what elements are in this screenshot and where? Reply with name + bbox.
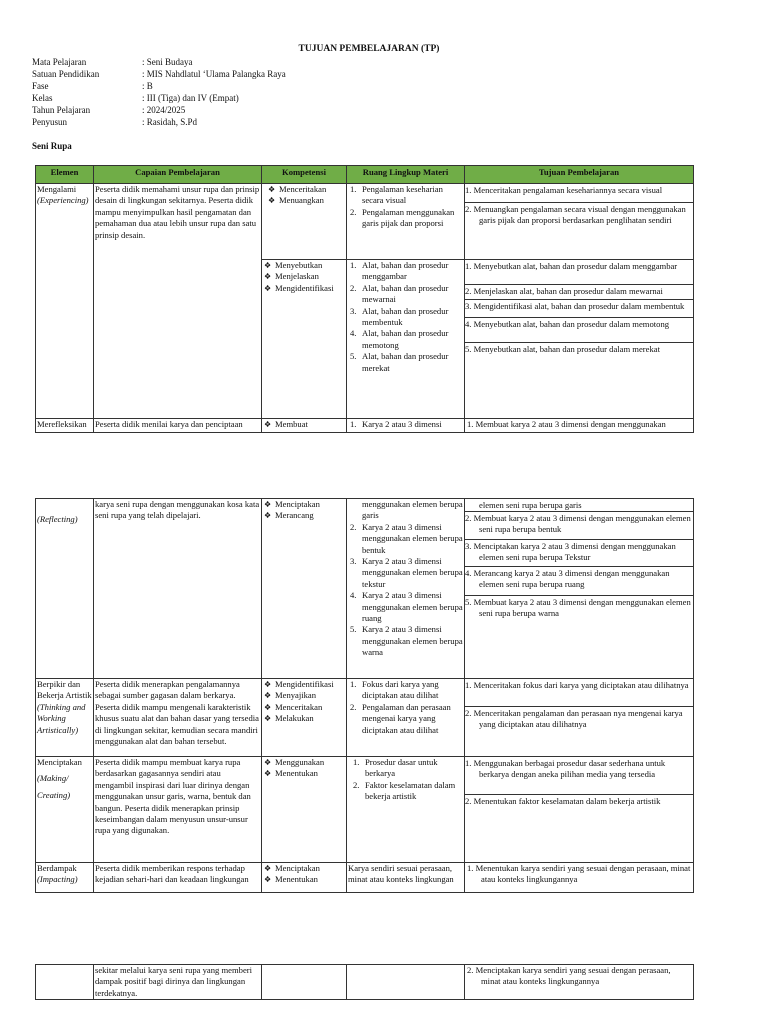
list-item: ❖ Mengidentifikasi (263, 283, 345, 294)
list-item: ❖ Menciptakan (263, 863, 345, 874)
cell-tujuan (465, 499, 694, 679)
cell-ruang-lingkup (347, 260, 465, 419)
list-item: 5. Alat, bahan dan prosedur merekat (350, 351, 449, 373)
meta-label: Satuan Pendidikan (32, 68, 100, 79)
element-name-en: (Reflecting) (37, 514, 78, 524)
header-ruang-lingkup: Ruang Lingkup Materi (347, 166, 465, 184)
meta-row (32, 69, 286, 81)
objective-item: 1. Menceritakan pengalaman kesehariannya secara visual (465, 184, 694, 203)
meta-row (32, 57, 286, 69)
element-name-en: Creating) (37, 789, 71, 800)
learning-objectives-table-part1 (35, 165, 694, 433)
objective-item: 5. Membuat karya 2 atau 3 dimensi dengan menggunakan elemen seni rupa berupa warna (465, 597, 691, 619)
cell-ruang-lingkup (347, 679, 465, 757)
list-item: 4. Karya 2 atau 3 dimensi menggunakan elemen berupa ruang (350, 590, 463, 624)
meta-label: Mata Pelajaran (32, 57, 87, 67)
cell-capaian: Peserta didik menerapkan pengalamannya sebagai sumber gagasan dalam berkarya. Peserta didik mampu mengenali karakteristik khusus suatu alat dan bahan dasar yang tersedia di lingkungan sekitar, kemudian secara mandiri menggunakan alat dan bahan tersebut. (94, 679, 262, 757)
list-item: 2. Karya 2 atau 3 dimensi menggunakan elemen berupa bentuk (350, 521, 463, 555)
meta-value: : 2024/2025 (142, 104, 186, 115)
meta-row (32, 117, 286, 129)
list-item: 3. Alat, bahan dan prosedur membentuk (350, 305, 449, 328)
objective-item: 4. Menyebutkan alat, bahan dan prosedur dalam memotong (465, 318, 694, 343)
header-capaian: Capaian Pembelajaran (94, 166, 262, 184)
list-item: 2. Pengalaman dan perasaan mengenai karya yang diciptakan atau dilihat (350, 701, 451, 735)
list-item: ❖ Menciptakan (263, 499, 345, 510)
section-heading: Seni Rupa (32, 141, 72, 151)
meta-value: : B (142, 80, 153, 91)
list-item: ❖ Mengidentifikasi (263, 679, 345, 690)
objective-item: 5. Menyebutkan alat, bahan dan prosedur dalam merekat (465, 344, 660, 354)
meta-label: Penyusun (32, 116, 68, 127)
table-row (36, 499, 694, 679)
cell-tujuan (465, 965, 694, 1000)
cell-kompetensi (262, 679, 347, 757)
meta-label: Kelas (32, 92, 53, 103)
objective-item-continued: elemen seni rupa berupa garis (465, 499, 694, 512)
list-item: ❖ Menggunakan (263, 757, 345, 768)
objective-item: 3. Mengidentifikasi alat, bahan dan prosedur dalam membentuk (465, 300, 694, 318)
header-tujuan: Tujuan Pembelajaran (465, 166, 694, 184)
cell-tujuan (465, 419, 694, 433)
meta-value: : III (Tiga) dan IV (Empat) (142, 92, 239, 103)
cell-tujuan (465, 757, 694, 863)
objective-item: 1. Menggunakan berbagai prosedur dasar sederhana untuk berkarya dengan aneka pilihan media yang tersedia (465, 757, 694, 795)
objective-item: 2. Menceritakan pengalaman dan perasaan nya mengenai karya yang diciptakan atau dilihatnya (465, 708, 683, 730)
table-row (36, 184, 694, 260)
element-name: Berdampak (37, 863, 77, 873)
cell-kompetensi (262, 757, 347, 863)
table-row (36, 679, 694, 757)
cell-ruang-lingkup (347, 965, 465, 1000)
objective-item: 2. Menuangkan pengalaman secara visual dengan menggunakan garis pijak dan proporsi berdasarkan penglihatan sendiri (465, 204, 686, 226)
table-header-row (36, 166, 694, 184)
element-name: Berpikir dan Bekerja Artistik (37, 679, 92, 701)
element-name-en: (Making/ (37, 773, 69, 784)
cell-ruang-lingkup: Karya sendiri sesuai perasaan, minat atau konteks lingkungan (347, 863, 465, 893)
list-item: ❖ Melakukan (263, 713, 345, 724)
cell-elemen (36, 863, 94, 893)
cell-kompetensi (262, 260, 347, 419)
list-item: 2. Pengalaman menggunakan garis pijak dan proporsi (350, 206, 455, 229)
document-title: TUJUAN PEMBELAJARAN (TP) (298, 44, 440, 54)
cell-elemen (36, 757, 94, 863)
objective-item: 2. Menentukan faktor keselamatan dalam bekerja artistik (465, 796, 661, 806)
list-item: ❖ Menentukan (263, 768, 345, 779)
cell-ruang-lingkup (347, 184, 465, 260)
cell-ruang-lingkup (347, 757, 465, 863)
objective-item: 2. Menjelaskan alat, bahan dan prosedur dalam mewarnai (465, 285, 694, 300)
objective-item: 1. Membuat karya 2 atau 3 dimensi dengan menggunakan (467, 419, 666, 429)
table-row (36, 863, 694, 893)
objective-item: 1. Menyebutkan alat, bahan dan prosedur dalam menggambar (465, 260, 694, 285)
cell-capaian: Peserta didik menilai karya dan penciptaan (94, 419, 262, 433)
cell-kompetensi (262, 184, 347, 260)
objective-item: 2. Membuat karya 2 atau 3 dimensi dengan menggunakan elemen seni rupa berupa bentuk (465, 512, 694, 540)
cell-elemen (36, 184, 94, 419)
objective-item: 1. Menentukan karya sendiri yang sesuai dengan perasaan, minat atau konteks lingkungannya (467, 863, 691, 885)
element-name-en: (Thinking and Working Artistically) (37, 701, 86, 735)
cell-tujuan (465, 260, 694, 419)
cell-ruang-lingkup (347, 499, 465, 679)
list-item: ❖ Menuangkan (267, 195, 345, 206)
learning-objectives-table-part3 (35, 964, 694, 1000)
cell-kompetensi (262, 419, 347, 433)
meta-value: : MIS Nahdlatul ‘Ulama Palangka Raya (142, 68, 286, 79)
cell-tujuan (465, 679, 694, 757)
cell-capaian: sekitar melalui karya seni rupa yang memberi dampak positif bagi dirinya dan lingkungan terdekatnya. (94, 965, 262, 1000)
table-row (36, 757, 694, 863)
list-item: 2. Alat, bahan dan prosedur mewarnai (350, 282, 449, 305)
list-item: 2. Faktor keselamatan dalam bekerja artistik (353, 779, 456, 802)
list-item: ❖ Menceritakan (263, 702, 345, 713)
cell-capaian: Peserta didik mampu membuat karya rupa berdasarkan gagasannya sendiri atau mengambil inspirasi dari luar dirinya dengan menggunakan unsur garis, warna, bentuk dan bangun. Peserta didik menerapkan prinsip keseimbangan dalam menyusun unsur-unsur rupa yang digunakan. (94, 757, 262, 863)
meta-value: : Rasidah, S.Pd (142, 116, 198, 127)
list-item: 5. Karya 2 atau 3 dimensi menggunakan elemen berupa warna (350, 624, 463, 658)
cell-elemen (36, 679, 94, 757)
list-item: ❖ Menentukan (263, 874, 345, 885)
cell-tujuan (465, 184, 694, 260)
cell-kompetensi (262, 863, 347, 893)
objective-item: 4. Merancang karya 2 atau 3 dimensi dengan menggunakan elemen seni rupa berupa ruang (465, 567, 694, 596)
header-elemen: Elemen (36, 166, 94, 184)
cell-capaian: karya seni rupa dengan menggunakan kosa kata seni rupa yang telah dipelajari. (94, 499, 262, 679)
element-name-en: (Experiencing) (37, 195, 89, 206)
element-name-en: (Impacting) (37, 874, 78, 885)
cell-capaian: Peserta didik memberikan respons terhadap kejadian sehari-hari dan keadaan lingkungan (94, 863, 262, 893)
cell-tujuan (465, 863, 694, 893)
table-row (36, 419, 694, 433)
document-meta (32, 57, 286, 128)
element-name: Mengalami (37, 184, 77, 194)
cell-elemen (36, 499, 94, 679)
list-item: 1. Fokus dari karya yang diciptakan atau dilihat (350, 679, 439, 701)
cell-elemen (36, 965, 94, 1000)
learning-objectives-table-part2 (35, 498, 694, 893)
list-item: 1. Alat, bahan dan prosedur menggambar (350, 260, 449, 282)
list-item: ❖ Menjelaskan (263, 271, 345, 282)
list-item: 4. Alat, bahan dan prosedur memotong (350, 328, 449, 350)
meta-label: Fase (32, 80, 49, 91)
list-item: ❖ Menyebutkan (263, 260, 345, 271)
list-item: ❖ Menceritakan (267, 184, 345, 195)
header-kompetensi: Kompetensi (262, 166, 347, 184)
list-item: ❖ Menyajikan (263, 690, 345, 701)
meta-value: : Seni Budaya (142, 57, 193, 67)
meta-label: Tahun Pelajaran (32, 104, 91, 115)
list-item-continued: menggunakan elemen berupa garis (362, 499, 463, 521)
objective-item: 2. Menciptakan karya sendiri yang sesuai dengan perasaan, minat atau konteks lingkungannya (467, 965, 671, 987)
objective-item: 3. Menciptakan karya 2 atau 3 dimensi dengan menggunakan elemen seni rupa berupa Tekstur (465, 540, 694, 567)
objective-item: 1. Menceritakan fokus dari karya yang diciptakan atau dilihatnya (465, 679, 694, 707)
list-item: 3. Karya 2 atau 3 dimensi menggunakan elemen berupa tekstur (350, 556, 463, 589)
list-item: 1. Karya 2 atau 3 dimensi (350, 419, 442, 429)
list-item: 1. Pengalaman keseharian secara visual (350, 184, 443, 206)
cell-capaian: Peserta didik memahami unsur rupa dan prinsip desain di lingkungan sekitarnya. Peserta didik mampu menyimpulkan hasil pengamatan dan pemahaman dua atau lebih unsur rupa dan satu prinsip desain. (94, 184, 262, 419)
meta-row (32, 93, 286, 105)
cell-ruang-lingkup (347, 419, 465, 433)
list-item: ❖ Membuat (263, 419, 345, 430)
cell-kompetensi (262, 499, 347, 679)
meta-row (32, 105, 286, 117)
list-item: ❖ Merancang (263, 510, 345, 521)
element-name: Menciptakan (37, 757, 82, 767)
table-row (36, 965, 694, 1000)
list-item: 1. Prosedur dasar untuk berkarya (353, 757, 438, 779)
cell-elemen: Merefleksikan (36, 419, 94, 433)
meta-row (32, 81, 286, 93)
cell-kompetensi (262, 965, 347, 1000)
